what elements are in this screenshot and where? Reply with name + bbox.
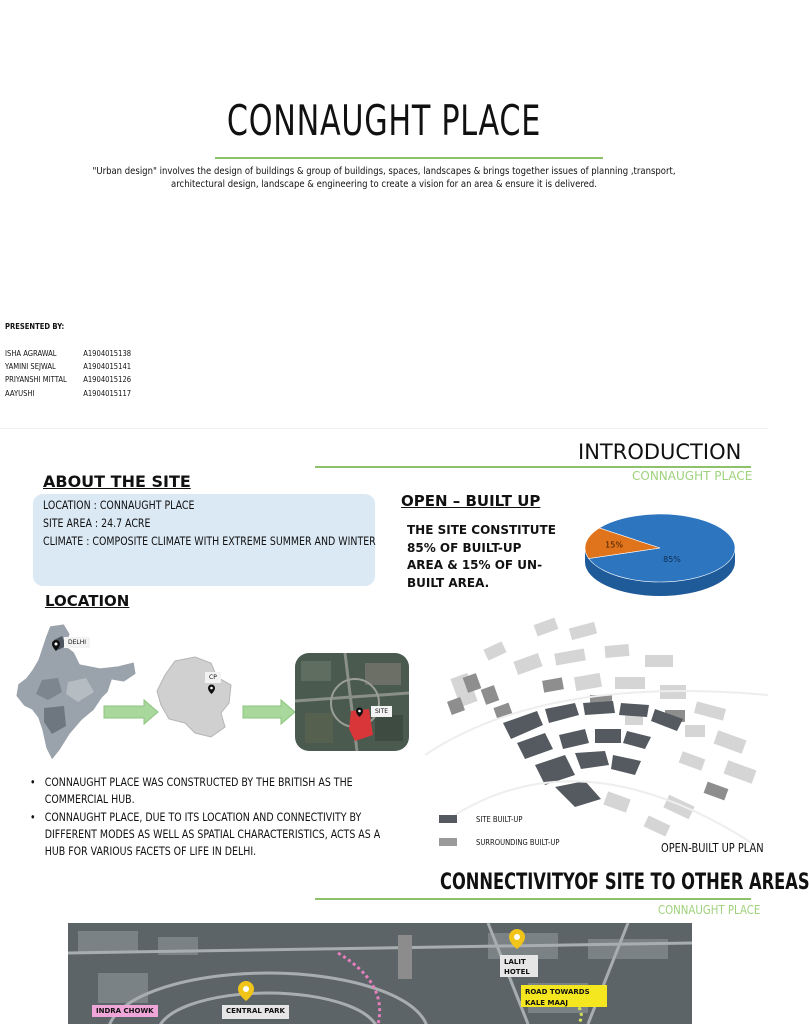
site-built-up-legend: SITE BUILT-UP [476, 815, 523, 824]
bullet-item [30, 774, 383, 808]
connectivity-subheading: CONNAUGHT PLACE [658, 903, 761, 917]
pie-data-label: 85% [663, 555, 681, 564]
bullet-dot-icon: • [30, 775, 36, 789]
member-name: ISHA AGRAWAL [5, 349, 57, 358]
cp-label: CP [205, 672, 221, 683]
bullet-text: CONNAUGHT PLACE WAS CONSTRUCTED BY THE BRITISH AS THE COMMERCIAL HUB. [44, 775, 353, 806]
presented-by-label: PRESENTED BY: [5, 322, 65, 331]
page-title: CONNAUGHT PLACE [226, 96, 542, 145]
site-label: SITE [371, 706, 392, 717]
plan-caption: OPEN-BUILT UP PLAN [661, 841, 764, 855]
connectivity-divider [315, 898, 751, 900]
site-satellite-image [295, 653, 409, 751]
introduction-heading: INTRODUCTION [578, 440, 742, 464]
member-row [5, 362, 132, 371]
bullet-text: CONNAUGHT PLACE, DUE TO ITS LOCATION AND CONNECTIVITY BY DIFFERENT MODES AS WELL AS SPATIAL CHARACTERISTICS, ACTS AS A HUB FOR VARIOUS FACETS OF LIFE IN DELHI. [44, 810, 381, 858]
lalit-hotel-tag: LALIT HOTEL [500, 955, 538, 977]
bullet-item [30, 809, 383, 861]
about-site-area: SITE AREA : 24.7 ACRE [43, 516, 151, 530]
connectivity-aerial-map [68, 923, 692, 1024]
quote-line-1: "Urban design" involves the design of buildings & group of buildings, spaces, landscapes & brings together issues of planning ,transport, [92, 166, 676, 177]
delhi-map [155, 655, 235, 740]
bullet-dot-icon: • [30, 810, 36, 824]
introduction-subheading: CONNAUGHT PLACE [632, 469, 753, 483]
about-site-heading: ABOUT THE SITE [43, 472, 191, 491]
arrow-right-icon [104, 700, 158, 724]
surrounding-built-up-legend: SURROUNDING BUILT-UP [476, 838, 560, 847]
member-id: A1904015117 [83, 389, 132, 398]
member-id: A1904015138 [83, 349, 132, 358]
about-climate: CLIMATE : COMPOSITE CLIMATE WITH EXTREME SUMMER AND WINTER [43, 534, 376, 548]
urban-design-quote [92, 165, 677, 191]
about-location: LOCATION : CONNAUGHT PLACE [43, 498, 195, 512]
surrounding-built-up-swatch [439, 838, 457, 846]
member-name: AAYUSHI [5, 389, 35, 398]
location-heading: LOCATION [45, 592, 130, 610]
member-id: A1904015126 [83, 375, 132, 384]
delhi-outline [157, 657, 231, 737]
connectivity-heading: CONNECTIVITYOF SITE TO OTHER AREAS [440, 870, 810, 895]
open-built-heading: OPEN – BUILT UP [401, 492, 541, 510]
member-row [5, 375, 132, 384]
quote-line-2: architectural design, landscape & engineering to create a vision for an area & ensure it is delivered. [171, 179, 597, 190]
arrow-right-icon [243, 700, 295, 724]
central-park-tag: CENTRAL PARK [222, 1005, 289, 1019]
open-built-description: THE SITE CONSTITUTE 85% OF BUILT-UP AREA & 15% OF UN-BUILT AREA. [407, 523, 556, 590]
member-row [5, 349, 132, 358]
road-towards-tag: ROAD TOWARDS KALE MAAJ [521, 985, 607, 1007]
title-divider [215, 157, 603, 159]
member-row [5, 389, 132, 398]
member-name: PRIYANSHI MITTAL [5, 375, 67, 384]
introduction-divider [315, 466, 751, 468]
delhi-label: DELHI [64, 637, 90, 648]
indira-chowk-tag: INDRA CHOWK [92, 1005, 158, 1017]
site-built-up-swatch [439, 815, 457, 823]
member-name: YAMINI SEJWAL [5, 362, 56, 371]
pie-data-label: 15% [605, 540, 623, 550]
slide-separator [0, 428, 768, 429]
member-id: A1904015141 [83, 362, 132, 371]
